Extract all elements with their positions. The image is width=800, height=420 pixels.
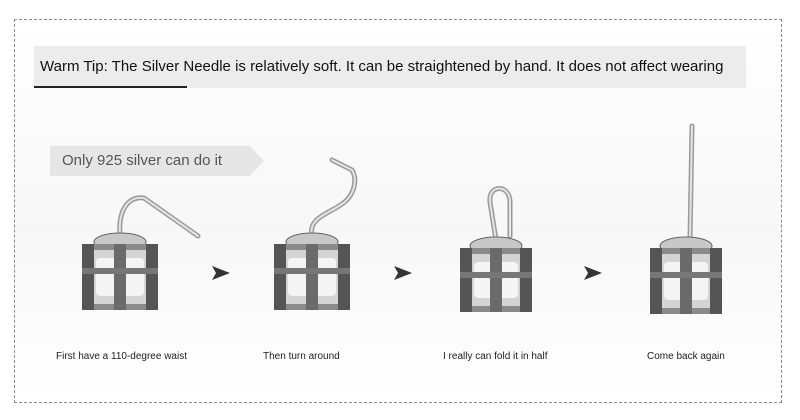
tip-underline [34,86,187,88]
step-1-caption: First have a 110-degree waist [56,351,187,362]
step-4-caption: Come back again [647,351,725,362]
stud-earring-icon [70,118,230,358]
step-3-earring [450,118,610,358]
step-1-earring [70,118,230,358]
badge-label: Only 925 silver can do it [62,152,223,169]
stud-earring-icon [450,118,610,358]
step-4-earring [640,118,800,358]
step-2-earring [262,118,422,358]
arrow-right-icon [212,266,230,280]
arrow-right-icon [584,266,602,280]
step-3-caption: I really can fold it in half [443,351,548,362]
step-2-caption: Then turn around [263,351,340,362]
stud-earring-icon [262,118,422,358]
arrow-right-icon [394,266,412,280]
warm-tip-text: Warm Tip: The Silver Needle is relatively soft. It can be straightened by hand. It does not affect wearing [40,58,724,75]
stud-earring-icon [640,118,800,358]
